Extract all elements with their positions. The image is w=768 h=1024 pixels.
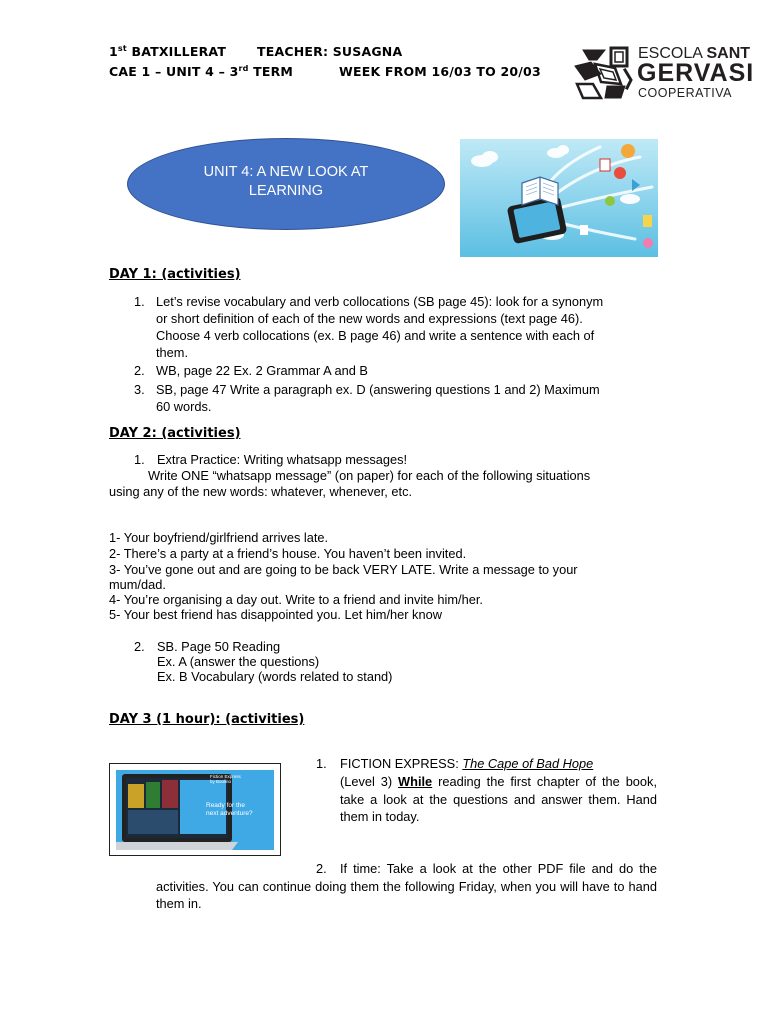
laptop-brand-line-1: Fiction Express: [210, 774, 241, 779]
header-line-1: [109, 44, 226, 59]
logo-sant: SANT: [706, 45, 751, 62]
day1-item-3-line-2: 60 words.: [156, 399, 212, 414]
day1-item-1-line-1: Let’s revise vocabulary and verb collocations (SB page 45): look for a synonym: [156, 294, 604, 309]
day1-item-2-num: 2.: [134, 363, 145, 378]
day3-heading: DAY 3 (1 hour): (activities): [109, 712, 305, 727]
laptop-brand-line-2: by Boolino: [210, 779, 232, 784]
laptop-tagline-line-2: next adventure?: [206, 810, 253, 817]
day2-item-2-sub-1: Ex. A (answer the questions): [157, 654, 320, 669]
term-label: TERM: [253, 64, 294, 79]
logo-cooperativa: COOPERATIVA: [638, 86, 732, 100]
day1-item-3-num: 3.: [134, 382, 145, 397]
logo-gervasi: GERVASI: [637, 59, 755, 87]
week-label: WEEK FROM 16/03 TO 20/03: [339, 64, 541, 79]
day1-item-1-num: 1.: [134, 294, 145, 309]
unit-title: [127, 163, 445, 201]
teacher-label: TEACHER: SUSAGNA: [257, 44, 403, 59]
unit-title-line-2: LEARNING: [248, 183, 324, 199]
day1-item-3-line-1: SB, page 47 Write a paragraph ex. D (answering questions 1 and 2) Maximum: [156, 382, 600, 397]
book-title-link[interactable]: The Cape of Bad Hope: [462, 756, 594, 771]
term-suffix: rd: [238, 64, 249, 73]
while-emphasis: While: [398, 774, 433, 789]
grade-suffix: st: [117, 44, 127, 53]
day2-item-1-num: 1.: [134, 452, 145, 467]
day3-item-1-body: [340, 773, 657, 826]
course-label: CAE 1 – UNIT 4 – 3: [109, 64, 239, 79]
situation-2: 2- There’s a party at a friend’s house. You haven’t been invited.: [109, 546, 467, 561]
day1-item-1-line-3: Choose 4 verb collocations (ex. B page 46) and write a sentence with each of: [156, 328, 595, 343]
situation-1: 1- Your boyfriend/girlfriend arrives late.: [109, 530, 329, 545]
logo-escola: ESCOLA: [638, 45, 703, 62]
unit-title-line-1: UNIT 4: A NEW LOOK AT: [203, 164, 369, 180]
day1-item-2-line-1: WB, page 22 Ex. 2 Grammar A and B: [156, 363, 368, 378]
laptop-brand: [210, 774, 241, 784]
situation-5: 5- Your best friend has disappointed you. Let him/her know: [109, 607, 442, 622]
day3-item-2-num: 2.: [316, 861, 327, 876]
day2-item-2-num: 2.: [134, 639, 145, 654]
day1-heading: DAY 1: (activities): [109, 267, 241, 282]
day1-item-1-line-2: or short definition of each of the new words and expressions (text page 46).: [156, 311, 583, 326]
situation-3: 3- You’ve gone out and are going to be back VERY LATE. Write a message to your: [109, 562, 578, 577]
day2-item-2-title: SB. Page 50 Reading: [157, 639, 281, 654]
fiction-express-label: FICTION EXPRESS:: [340, 756, 459, 771]
tablet-books-illustration: [460, 139, 658, 257]
situation-3-cont: mum/dad.: [109, 577, 166, 592]
fiction-express-image: [109, 763, 281, 856]
level-label: (Level 3): [340, 774, 393, 789]
day2-item-2-sub-2: Ex. B Vocabulary (words related to stand): [157, 669, 393, 684]
day1-item-1-line-4: them.: [156, 345, 189, 360]
logo-mark-icon: [571, 44, 633, 102]
school-logo: [571, 42, 755, 104]
day3-item-1-num: 1.: [316, 756, 327, 771]
grade-number: 1: [109, 44, 118, 59]
day2-instruction-line-2: using any of the new words: whatever, whenever, etc.: [109, 484, 413, 499]
day2-instruction-line-1: Write ONE “whatsapp message” (on paper) for each of the following situations: [148, 468, 591, 483]
day3-item-1-heading: [340, 756, 593, 772]
day3-item-1-rest: reading the first chapter of the book, take a look at the questions and answer them. Hand them in today.: [340, 774, 657, 824]
day3-item-2-text: If time: Take a look at the other PDF file and do the activities. You can continue doing them the following Friday, when you will have to hand them in.: [156, 861, 657, 911]
grade-label: BATXILLERAT: [131, 44, 227, 59]
situation-4: 4- You’re organising a day out. Write to a friend and invite him/her.: [109, 592, 483, 607]
laptop-tagline-line-1: Ready for the: [206, 802, 246, 809]
header-line-2: [109, 64, 293, 79]
laptop-tagline: [206, 802, 253, 818]
day2-item-1-title: Extra Practice: Writing whatsapp messages!: [157, 452, 408, 467]
day2-heading: DAY 2: (activities): [109, 426, 241, 441]
